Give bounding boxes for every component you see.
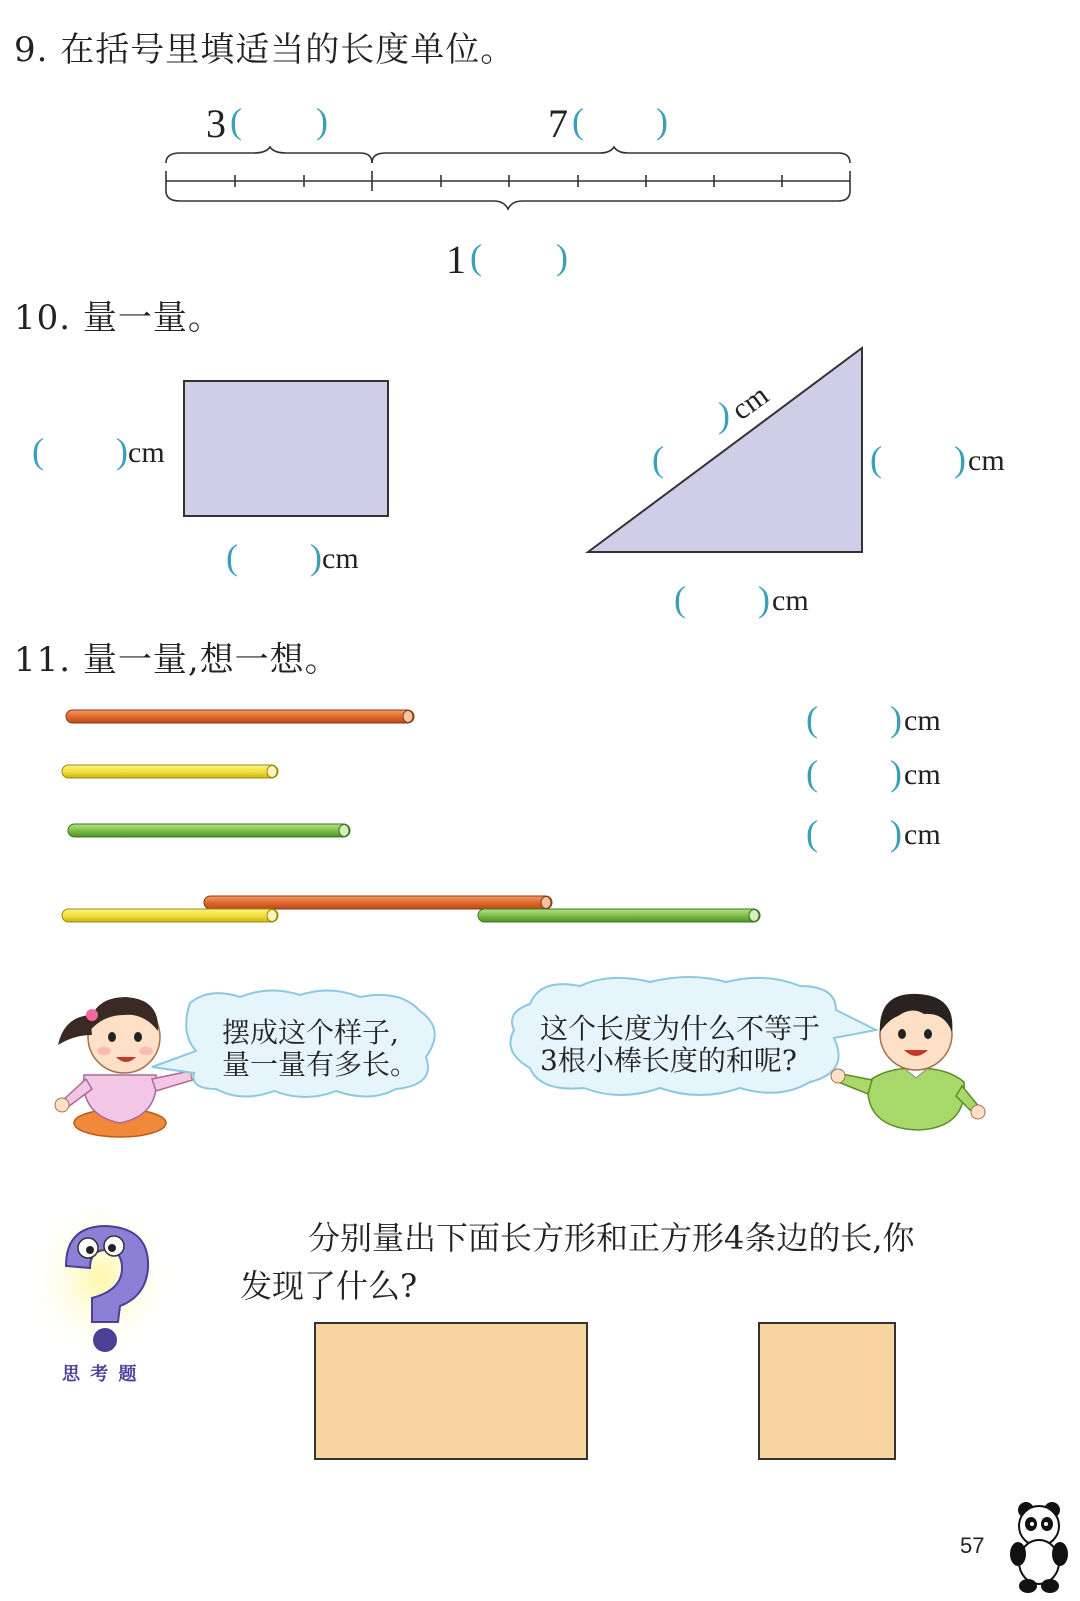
q10-rectangle <box>183 380 389 517</box>
question-9-title: 9. 在括号里填适当的长度单位。 <box>14 30 516 70</box>
thinking-question-mark-icon <box>26 1206 176 1386</box>
q10-rect-left-blank-close: ) <box>116 431 128 471</box>
q9-blank-right-open[interactable]: ( <box>572 101 584 141</box>
girl-speech-line-2: 量一量有多长。 <box>222 1048 419 1081</box>
arranged-stick-yellow <box>62 909 278 922</box>
q11-yellow-blank-open[interactable]: ( <box>806 753 818 793</box>
q10-tri-right-unit: cm <box>968 444 1005 477</box>
q9-brace-bottom <box>166 191 850 209</box>
arranged-stick-orange <box>204 896 552 909</box>
q9-ruler-diagram <box>150 145 870 220</box>
q9-label-bottom-number: 1 <box>446 237 466 282</box>
thinking-question-line-1: 分别量出下面长方形和正方形4条边的长,你 <box>308 1219 915 1257</box>
q10-tri-hyp-unit: cm <box>725 378 775 427</box>
boy-character-illustration <box>828 982 998 1132</box>
q9-label-left-number: 3 <box>206 101 226 146</box>
q11-yellow-blank-close: ) <box>890 753 902 793</box>
thinking-badge-label: 思 考 题 <box>62 1364 139 1385</box>
q10-rect-bottom-unit: cm <box>322 542 359 575</box>
q9-brace-top-left <box>166 147 372 163</box>
boy-speech-line-1: 这个长度为什么不等于 <box>540 1012 821 1045</box>
thinking-question-line-2: 发现了什么? <box>240 1267 418 1305</box>
stick-green <box>68 824 350 837</box>
q10-rect-bottom-blank-close: ) <box>310 537 322 577</box>
thinking-rectangle <box>314 1322 588 1460</box>
q11-green-blank-open[interactable]: ( <box>806 813 818 853</box>
q11-orange-blank-close: ) <box>890 699 902 739</box>
boy-speech-line-2: 3根小棒长度的和呢? <box>540 1044 797 1077</box>
q9-blank-right-close: ) <box>656 101 668 141</box>
q10-rect-bottom-blank-open[interactable]: ( <box>226 537 238 577</box>
q11-sticks-diagram <box>50 696 780 936</box>
q11-orange-blank-open[interactable]: ( <box>806 699 818 739</box>
q10-tri-bottom-blank-open[interactable]: ( <box>674 579 686 619</box>
stick-orange <box>66 710 414 723</box>
q10-tri-right-blank-open[interactable]: ( <box>870 439 882 479</box>
q10-rect-left-blank-open[interactable]: ( <box>32 431 44 471</box>
q9-blank-bottom-close: ) <box>556 237 568 277</box>
panda-mascot-icon <box>1004 1496 1074 1596</box>
q10-tri-bottom-blank-close: ) <box>758 579 770 619</box>
arranged-stick-green <box>478 909 760 922</box>
q9-blank-left-open[interactable]: ( <box>230 101 242 141</box>
q10-tri-bottom-unit: cm <box>772 584 809 617</box>
q9-blank-bottom-open[interactable]: ( <box>470 237 482 277</box>
q11-orange-unit: cm <box>904 704 941 737</box>
q11-yellow-unit: cm <box>904 758 941 791</box>
page-number: 57 <box>960 1533 985 1558</box>
q10-tri-right-blank-close: ) <box>954 439 966 479</box>
q10-tri-hyp-blank-open[interactable]: ( <box>652 439 664 479</box>
q10-triangle <box>580 340 880 560</box>
q9-brace-top-right <box>372 147 850 163</box>
thinking-square <box>758 1322 896 1460</box>
question-10-title: 10. 量一量。 <box>14 298 223 338</box>
question-11-title: 11. 量一量,想一想。 <box>14 640 340 680</box>
q11-green-blank-close: ) <box>890 813 902 853</box>
q10-tri-hyp-blank-close: ) <box>718 395 730 435</box>
stick-yellow <box>62 765 278 778</box>
q9-blank-left-close: ) <box>316 101 328 141</box>
q11-green-unit: cm <box>904 818 941 851</box>
girl-speech-line-1: 摆成这个样子, <box>222 1016 399 1049</box>
q9-label-right-number: 7 <box>548 101 568 146</box>
q10-rect-left-unit: cm <box>128 436 165 469</box>
